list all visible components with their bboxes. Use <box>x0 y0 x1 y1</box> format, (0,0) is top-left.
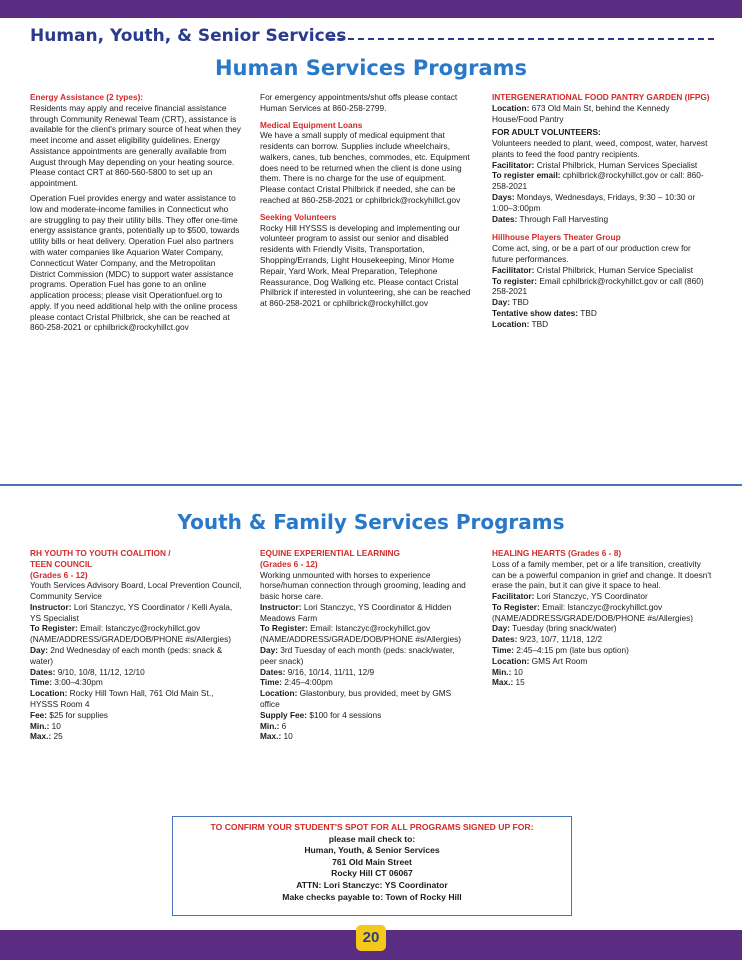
energy-assistance-heading: Energy Assistance (2 types): <box>30 92 144 102</box>
section-divider <box>0 484 742 486</box>
equine-register: To Register: Email: lstanczyc@rockyhillct.gov (NAME/ADDRESS/GRADE/DOB/PHONE #s/Allergies) <box>260 623 462 645</box>
equine-min: Min.: 6 <box>260 720 287 731</box>
youth-coalition-intro: Youth Services Advisory Board, Local Prevention Council, Community Service <box>30 580 242 602</box>
youth-coalition-register: To Register: Email: lstanczyc@rockyhillct.gov (NAME/ADDRESS/GRADE/DOB/PHONE #s/Allergies) <box>30 623 232 645</box>
youth-coalition-heading-1: RH YOUTH TO YOUTH COALITION / <box>30 548 171 558</box>
hs-column-3 <box>492 92 714 329</box>
equine-max: Max.: 10 <box>260 731 293 742</box>
youth-family-title: Youth & Family Services Programs <box>177 510 565 534</box>
confirm-mail-line: please mail check to: <box>328 833 416 844</box>
healing-hearts-day: Day: Tuesday (bring snack/water) <box>492 623 617 634</box>
equine-grades: (Grades 6 - 12) <box>260 558 318 569</box>
hillhouse-register: To register: Email cphilbrick@rockyhillct.gov or call (860) 258-2021 <box>492 275 704 297</box>
confirm-city-line: Rocky Hill CT 06067 <box>331 868 413 879</box>
healing-hearts-register: To Register: Email: lstanczyc@rockyhillct.gov (NAME/ADDRESS/GRADE/DOB/PHONE #s/Allergies) <box>492 601 694 623</box>
medical-equipment-block <box>260 120 472 206</box>
hillhouse-show-dates: Tentative show dates: TBD <box>492 307 597 318</box>
yf-column-2 <box>260 548 472 742</box>
equine-location: Location: Glastonbury, bus provided, meet by GMS office <box>260 688 452 709</box>
confirm-heading: TO CONFIRM YOUR STUDENT'S SPOT FOR ALL PROGRAMS SIGNED UP FOR: <box>210 822 534 832</box>
youth-coalition-fee: Fee: $25 for supplies <box>30 709 108 720</box>
equine-heading: EQUINE EXPERIENTIAL LEARNING <box>260 548 400 558</box>
seeking-volunteers-block <box>260 212 472 309</box>
header-dashed-rule <box>328 38 714 40</box>
confirm-attn-line: ATTN: Lori Stanczyc: YS Coordinator <box>296 879 448 890</box>
healing-hearts-max: Max.: 15 <box>492 677 525 688</box>
page-header-title: Human, Youth, & Senior Services <box>30 26 347 46</box>
ifpg-heading: INTERGENERATIONAL FOOD PANTRY GARDEN (IFPG) <box>492 92 710 102</box>
hillhouse-players-text: Come act, sing, or be a part of our production crew for future performances. <box>492 243 691 264</box>
ifpg-register: To register email: cphilbrick@rockyhillct.gov or call: 860-258-2021 <box>492 170 704 192</box>
medical-equipment-text: We have a small supply of medical equipment that residents can borrow. Supplies include wheelchairs, walkers, canes, tub benches, commodes, etc. Equipment does need to be returned when the client is done using them. There is no charge for the use of equipment. Please contact Cristal Philbrick if needed, she can be reached at 860-258-2021 or cphilbrick@rockyhillct.gov <box>260 130 470 206</box>
energy-assistance-block <box>30 92 242 189</box>
equine-dates: Dates: 9/16, 10/14, 11/11, 12/9 <box>260 666 375 677</box>
confirm-street-line: 761 Old Main Street <box>332 856 412 867</box>
healing-hearts-min: Min.: 10 <box>492 666 523 677</box>
emergency-appointments-text: For emergency appointments/shut offs please contact Human Services at 860-258-2799. <box>260 92 458 113</box>
medical-equipment-heading: Medical Equipment Loans <box>260 119 363 130</box>
healing-hearts-intro: Loss of a family member, pet or a life transition, creativity can be a powerful companion in grief and change. It doesn't erase the pain, but it can give it space to heal. <box>492 558 712 591</box>
youth-coalition-day: Day: 2nd Wednesday of each month (peds: snack & water) <box>30 645 223 666</box>
equine-instructor: Instructor: Lori Stanczyc, YS Coordinator & Hidden Meadows Farm <box>260 601 452 623</box>
emergency-appointments-block <box>260 92 472 114</box>
adult-volunteers-heading: FOR ADULT VOLUNTEERS: <box>492 127 601 138</box>
healing-hearts-location: Location: GMS Art Room <box>492 655 588 666</box>
healing-hearts-facilitator: Facilitator: Lori Stanczyc, YS Coordinator <box>492 591 648 602</box>
seeking-volunteers-heading: Seeking Volunteers <box>260 211 337 222</box>
youth-coalition-dates: Dates: 9/10, 10/8, 11/12, 12/10 <box>30 666 145 677</box>
equine-time: Time: 2:45–4:00pm <box>260 677 333 688</box>
hs-column-1 <box>30 92 242 337</box>
ifpg-facilitator: Facilitator: Cristal Philbrick, Human Services Specialist <box>492 159 698 170</box>
youth-coalition-time: Time: 3:00–4:30pm <box>30 677 103 688</box>
operation-fuel-text: Operation Fuel provides energy and water assistance to low and moderate-income families in Connecticut who are struggling to pay their utility bills. They offer one-time energy assistance grants, potentially up to $500, towards utility bills or heat delivery. Operation Fuel also partners with water companies like Aquarion Water Company, Connecticut Water Company, and the Metropolitan District Commission (MDC) to support water assistance programs. Operation Fuel has gone to an online application process; please visit Operationfuel.org to apply. If you need additional help with the online process please contact Cristal Philbrick, she can be reached at 860-258-2021 or cphilbrick@rockyhillct.gov <box>30 193 240 333</box>
ifpg-days: Days: Mondays, Wednesdays, Fridays, 9:30 – 10:30 or 1:00–3:00pm <box>492 192 696 213</box>
confirm-dept-line: Human, Youth, & Senior Services <box>304 845 440 856</box>
page-number-badge: 20 <box>356 925 386 951</box>
ifpg-dates: Dates: Through Fall Harvesting <box>492 213 609 224</box>
equine-supply-fee: Supply Fee: $100 for 4 sessions <box>260 709 382 720</box>
energy-assistance-text: Residents may apply and receive financial assistance through Community Renewal Team (CRT), assistance is available for the client's primary source of heat when they meet income and asset eligibility guidelines. Energy Assistance appointments are generally available from August through May depending on your heating source. Please contact CRT at 860-560-5800 to set up an appointment. <box>30 102 241 189</box>
yf-column-3 <box>492 548 714 688</box>
healing-hearts-dates: Dates: 9/23, 10/7, 11/18, 12/2 <box>492 634 603 645</box>
confirm-payable-line: Make checks payable to: Town of Rocky Hill <box>282 891 462 902</box>
confirm-spot-box <box>172 816 572 916</box>
youth-coalition-max: Max.: 25 <box>30 731 63 742</box>
youth-coalition-instructor: Instructor: Lori Stanczyc, YS Coordinator / Kelli Ayala, YS Specialist <box>30 601 233 623</box>
equine-intro: Working unmounted with horses to experience horse/human connection through grooming, leading and basic horse care. <box>260 569 466 602</box>
youth-coalition-grades: (Grades 6 - 12) <box>30 569 88 580</box>
operation-fuel-block <box>30 193 242 333</box>
hillhouse-day: Day: TBD <box>492 297 529 308</box>
youth-coalition-location: Location: Rocky Hill Town Hall, 761 Old Main St., HYSSS Room 4 <box>30 688 214 709</box>
healing-hearts-time: Time: 2:45–4:15 pm (late bus option) <box>492 645 629 656</box>
hillhouse-facilitator: Facilitator: Cristal Philbrick, Human Service Specialist <box>492 264 694 275</box>
adult-volunteers-text: Volunteers needed to plant, weed, compost, water, harvest plants to feed the food pantry recipients. <box>492 138 708 159</box>
hillhouse-players-heading: Hillhouse Players Theater Group <box>492 232 621 243</box>
healing-hearts-heading: HEALING HEARTS (Grades 6 - 8) <box>492 548 622 558</box>
yf-column-1 <box>30 548 242 742</box>
ifpg-location: Location: 673 Old Main St, behind the Kennedy House/Food Pantry <box>492 102 670 124</box>
hs-column-2 <box>260 92 472 313</box>
hillhouse-location: Location: TBD <box>492 318 549 329</box>
top-color-band <box>0 0 742 18</box>
human-services-title: Human Services Programs <box>214 56 528 80</box>
youth-coalition-heading-2: TEEN COUNCIL <box>30 558 93 569</box>
seeking-volunteers-text: Rocky Hill HYSSS is developing and implementing our volunteer program to assist our senior and disabled residents with Friendly Visits, Transportation, Shopping/Errands, Light Housekeeping, Minor Home Repair, Yard Work, Meal Preparation, Telephone Reassurance, Dog Walking etc. Please contact Cristal Philbrick if interested in volunteering, she can be reached at 860-258-2021 or cphilbrick@rockyhillct.gov <box>260 222 471 309</box>
youth-coalition-min: Min.: 10 <box>30 720 61 731</box>
equine-day: Day: 3rd Tuesday of each month (peds: snack/water, peer snack) <box>260 645 455 666</box>
